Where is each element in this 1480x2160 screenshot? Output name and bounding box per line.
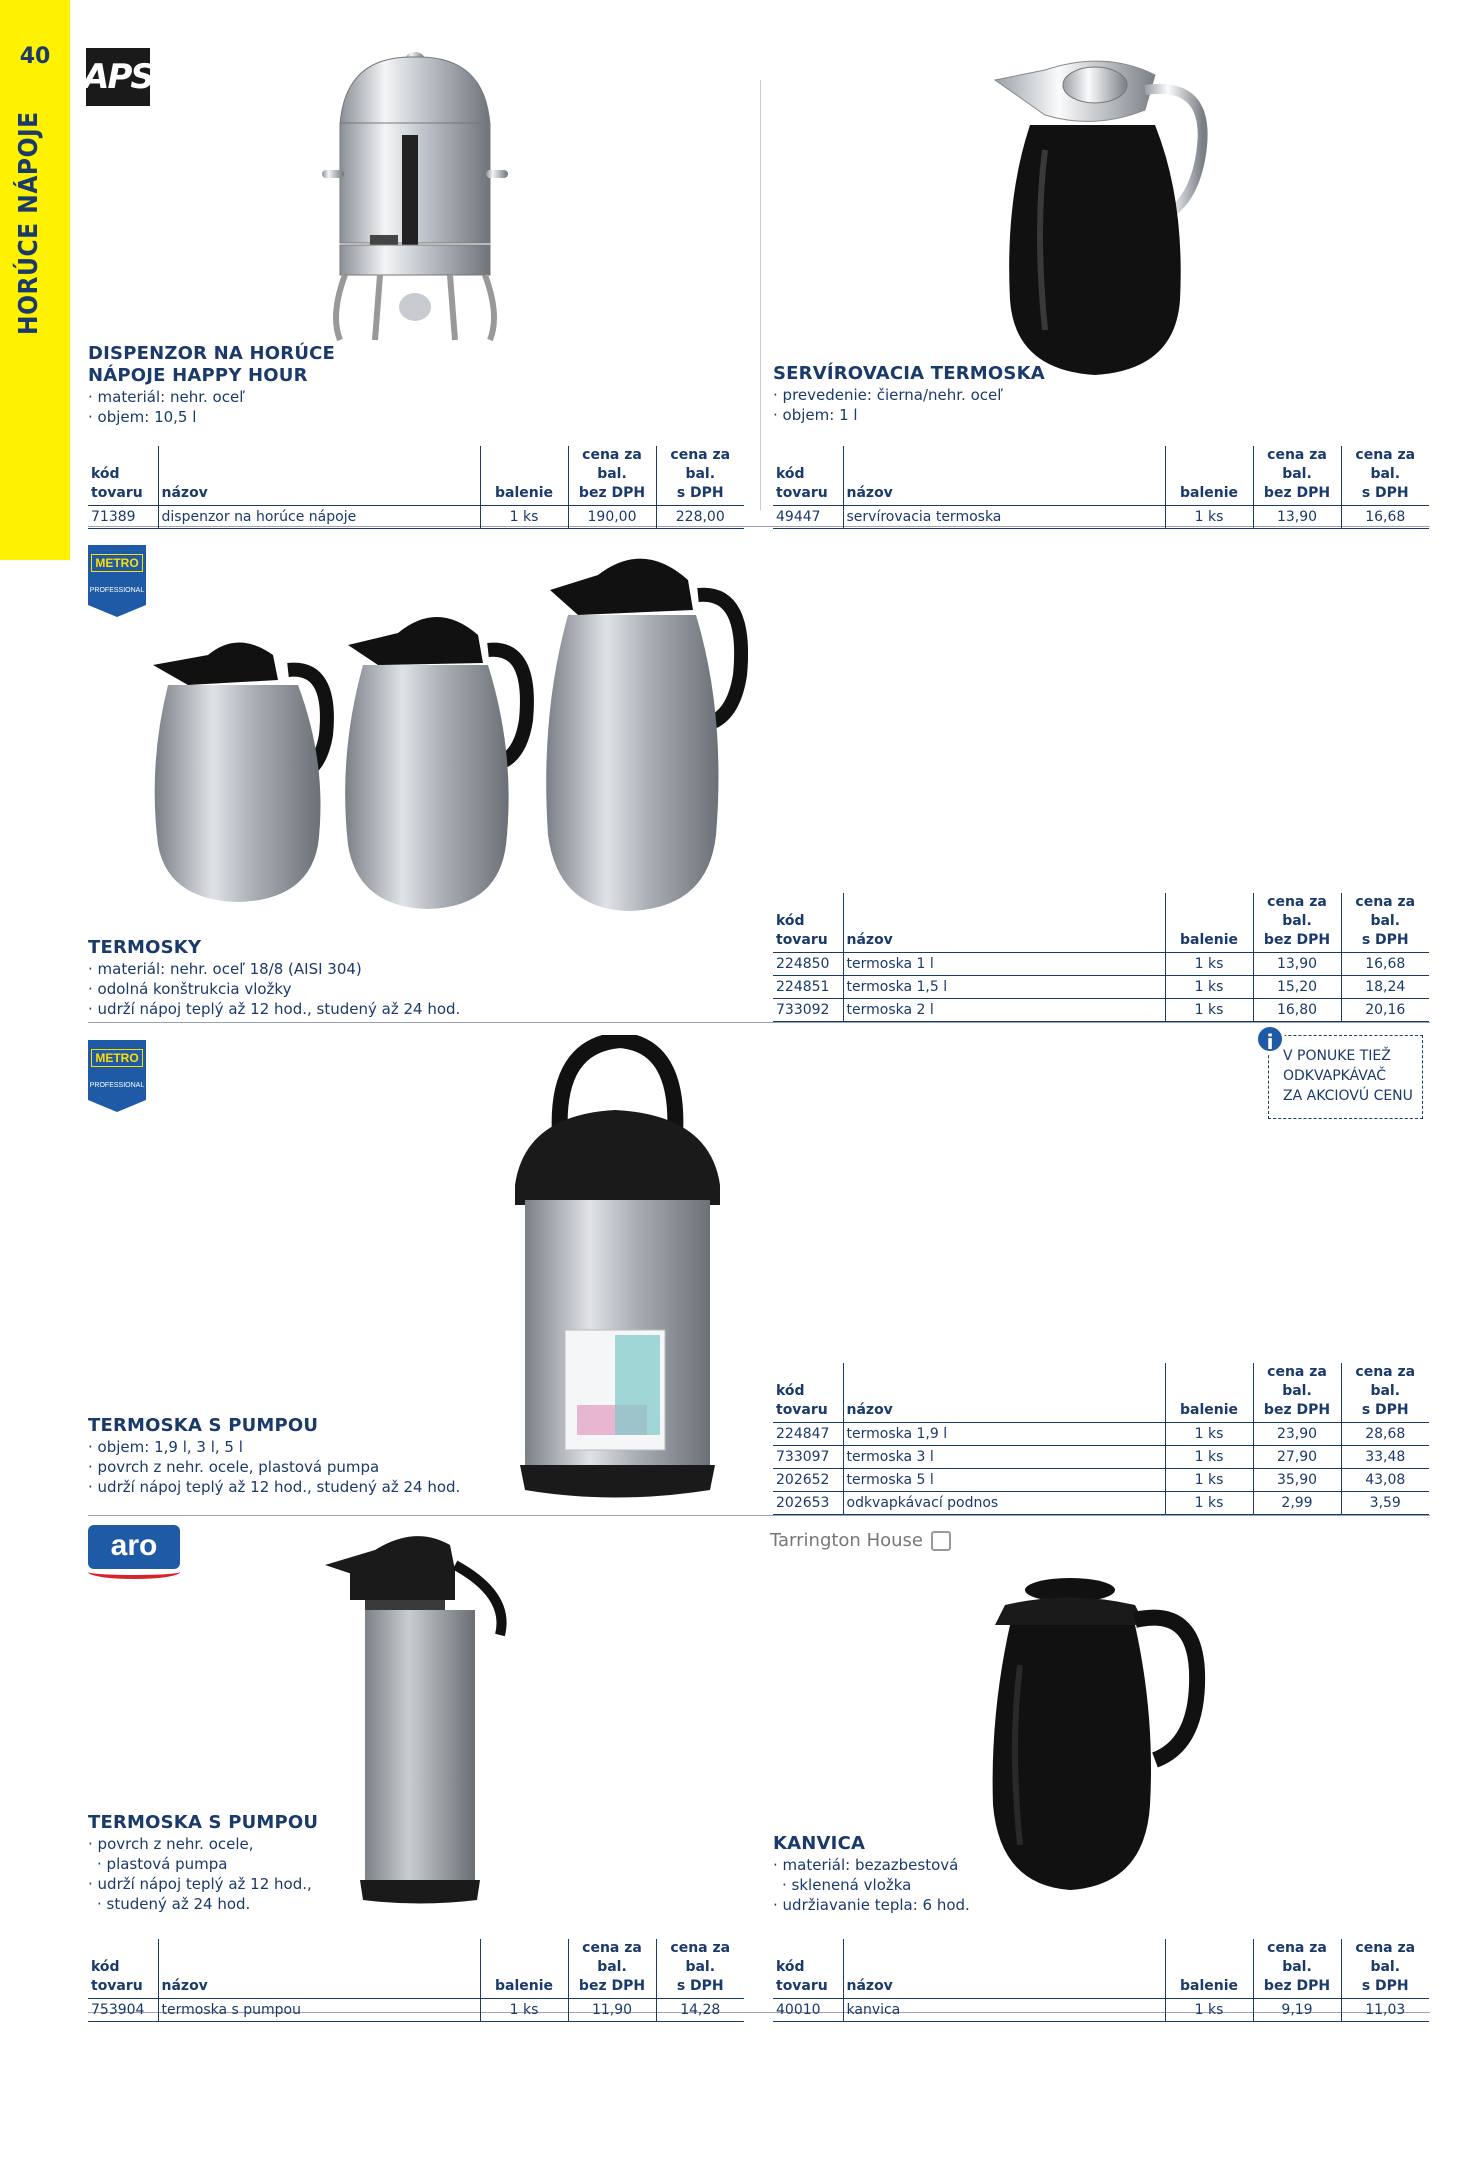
col-code <box>773 893 843 953</box>
table-row <box>773 999 1429 1022</box>
col-pack: balenie <box>1165 893 1253 953</box>
cell-name: dispenzor na horúce nápoje <box>158 506 480 529</box>
cell-pack: 1 ks <box>480 506 568 529</box>
metro-logo-tip <box>88 605 146 617</box>
cell-price-incl: 11,03 <box>1341 1999 1429 2022</box>
header-text: s DPH <box>1361 1402 1409 1418</box>
bullet: · materiál: nehr. oceľ <box>88 387 508 407</box>
product-title: TERMOSKA S PUMPOU <box>88 1812 319 1833</box>
cell-pack: 1 ks <box>1165 1446 1253 1469</box>
col-name: názov <box>843 1939 1165 1999</box>
cell-code: 71389 <box>88 506 158 529</box>
metro-logo-text: METRO <box>91 1049 142 1067</box>
price-table-thermos-set <box>773 893 1429 1022</box>
metro-logo <box>88 545 146 619</box>
table-header-row <box>773 1363 1429 1423</box>
bullet-continued: · plastová pumpa <box>88 1854 388 1874</box>
cell-pack: 1 ks <box>1165 953 1253 976</box>
table-header-row <box>88 1939 744 1999</box>
col-pack: balenie <box>1165 446 1253 506</box>
product-serving-carafe-info <box>773 363 1193 425</box>
header-text: cena za bal. <box>1267 1364 1327 1399</box>
cell-price-incl: 3,59 <box>1341 1492 1429 1515</box>
cell-price-incl: 16,68 <box>1341 953 1429 976</box>
bullet: · objem: 10,5 l <box>88 407 508 427</box>
header-text: cena za bal. <box>582 1940 642 1975</box>
header-text: s DPH <box>676 485 724 501</box>
cell-name: termoska s pumpou <box>158 1999 480 2022</box>
header-text: cena za bal. <box>1267 447 1327 482</box>
header-text: tovaru <box>776 1402 828 1418</box>
col-code <box>773 1363 843 1423</box>
header-text: bez DPH <box>1263 1402 1331 1418</box>
product-title: TERMOSKY <box>88 937 202 958</box>
col-price-incl <box>656 446 744 506</box>
header-text: bez DPH <box>1263 485 1331 501</box>
product-title: SERVÍROVACIA TERMOSKA <box>773 363 1045 384</box>
cell-price-incl: 16,68 <box>1341 506 1429 529</box>
house-icon <box>931 1531 951 1551</box>
cell-price-incl: 20,16 <box>1341 999 1429 1022</box>
header-text: cena za bal. <box>1355 447 1416 482</box>
bullet-continued: · studený až 24 hod. <box>88 1894 388 1914</box>
aro-logo-wave <box>88 1565 180 1579</box>
metro-logo <box>88 1040 146 1114</box>
bullet: · objem: 1 l <box>773 405 1193 425</box>
aro-logo-text: aro <box>88 1525 180 1569</box>
product-jug-info <box>773 1833 1073 1915</box>
col-price-incl <box>1341 1363 1429 1423</box>
table-row <box>773 1492 1429 1515</box>
table-row <box>773 1469 1429 1492</box>
header-text: kód <box>91 466 120 482</box>
cell-name: termoska 5 l <box>843 1469 1165 1492</box>
table-row <box>773 506 1429 529</box>
header-text: tovaru <box>776 932 828 948</box>
bullet: · povrch z nehr. ocele, plastová pumpa <box>88 1457 648 1477</box>
header-text: s DPH <box>1361 1978 1409 1994</box>
price-table-dispenser <box>88 446 744 529</box>
product-bullets <box>773 385 1193 425</box>
cell-price-excl: 13,90 <box>1253 953 1341 976</box>
cell-pack: 1 ks <box>1165 506 1253 529</box>
price-table-serving-carafe <box>773 446 1429 529</box>
cell-price-incl: 33,48 <box>1341 1446 1429 1469</box>
table-row <box>88 1999 744 2022</box>
header-text: bez DPH <box>1263 932 1331 948</box>
cell-name: servírovacia termoska <box>843 506 1165 529</box>
cell-price-excl: 27,90 <box>1253 1446 1341 1469</box>
col-price-excl <box>1253 893 1341 953</box>
cell-price-excl: 23,90 <box>1253 1423 1341 1446</box>
info-text <box>1269 1036 1422 1106</box>
col-pack: balenie <box>480 1939 568 1999</box>
metro-logo-tip <box>88 1100 146 1112</box>
cell-price-excl: 9,19 <box>1253 1999 1341 2022</box>
product-thermos-set-info <box>88 937 648 1019</box>
col-pack: balenie <box>1165 1939 1253 1999</box>
col-name: názov <box>158 1939 480 1999</box>
col-price-excl <box>568 446 656 506</box>
cell-price-excl: 35,90 <box>1253 1469 1341 1492</box>
col-name: názov <box>843 446 1165 506</box>
table-row <box>773 1999 1429 2022</box>
header-text: tovaru <box>91 1978 143 1994</box>
col-pack: balenie <box>480 446 568 506</box>
metro-logo-text: METRO <box>91 554 142 572</box>
product-title: DISPENZOR NA HORÚCE <box>88 343 336 364</box>
product-bullets <box>773 1855 1073 1915</box>
cell-code: 224851 <box>773 976 843 999</box>
thermos-set-image <box>148 545 748 915</box>
tarrington-house-logo <box>770 1530 951 1551</box>
info-box <box>1266 1030 1423 1119</box>
product-title-line-2: NÁPOJE HAPPY HOUR <box>88 365 308 386</box>
product-bullets <box>88 959 648 1019</box>
col-price-incl <box>656 1939 744 1999</box>
cell-name: termoska 3 l <box>843 1446 1165 1469</box>
bullet: · udrží nápoj teplý až 12 hod., <box>88 1874 388 1894</box>
bullet: · prevedenie: čierna/nehr. oceľ <box>773 385 1193 405</box>
header-text: s DPH <box>676 1978 724 1994</box>
product-pump-thermos-info <box>88 1415 648 1497</box>
serving-carafe-image <box>985 50 1215 380</box>
col-name: názov <box>158 446 480 506</box>
cell-pack: 1 ks <box>1165 1423 1253 1446</box>
cell-code: 202652 <box>773 1469 843 1492</box>
info-line: V PONUKE TIEŽ <box>1283 1048 1391 1064</box>
header-text: tovaru <box>776 485 828 501</box>
cell-code: 224847 <box>773 1423 843 1446</box>
cell-price-excl: 2,99 <box>1253 1492 1341 1515</box>
header-text: cena za bal. <box>1267 1940 1327 1975</box>
table-row <box>773 953 1429 976</box>
header-text: kód <box>776 466 805 482</box>
table-header-row <box>88 446 744 506</box>
bullet: · udrží nápoj teplý až 12 hod., studený až 24 hod. <box>88 999 648 1019</box>
col-price-excl <box>1253 1939 1341 1999</box>
header-text: tovaru <box>91 485 143 501</box>
page-number: 40 <box>19 44 51 69</box>
header-text: kód <box>776 1959 805 1975</box>
bullet: · povrch z nehr. ocele, <box>88 1834 388 1854</box>
header-text: cena za bal. <box>582 447 642 482</box>
cell-pack: 1 ks <box>1165 1469 1253 1492</box>
product-bullets <box>88 387 508 427</box>
price-table-pump-thermos <box>773 1363 1429 1515</box>
metro-logo-top <box>88 1040 146 1076</box>
cell-name: termoska 1,5 l <box>843 976 1165 999</box>
col-code <box>88 446 158 506</box>
cell-price-incl: 228,00 <box>656 506 744 529</box>
header-text: s DPH <box>1361 932 1409 948</box>
col-price-incl <box>1341 893 1429 953</box>
product-bullets <box>88 1437 648 1497</box>
column-divider-1 <box>760 80 761 510</box>
col-name: názov <box>843 893 1165 953</box>
divider-2 <box>88 1022 1430 1023</box>
metro-logo-sub: PROFESSIONAL <box>88 581 146 605</box>
product-bullets <box>88 1834 388 1914</box>
cell-price-excl: 16,80 <box>1253 999 1341 1022</box>
header-text: cena za bal. <box>670 447 731 482</box>
bullet: · udržiavanie tepla: 6 hod. <box>773 1895 1073 1915</box>
cell-code: 224850 <box>773 953 843 976</box>
cell-pack: 1 ks <box>1165 1492 1253 1515</box>
aro-logo <box>88 1525 180 1587</box>
col-code <box>773 1939 843 1999</box>
divider-3 <box>88 1515 1430 1516</box>
header-text: bez DPH <box>578 1978 646 1994</box>
cell-name: termoska 1,9 l <box>843 1423 1165 1446</box>
bullet: · odolná konštrukcia vložky <box>88 979 648 999</box>
col-price-incl <box>1341 446 1429 506</box>
table-row <box>88 506 744 529</box>
cell-price-excl: 11,90 <box>568 1999 656 2022</box>
cell-name: termoska 2 l <box>843 999 1165 1022</box>
header-text: bez DPH <box>1263 1978 1331 1994</box>
bullet: · materiál: nehr. oceľ 18/8 (AISI 304) <box>88 959 648 979</box>
cell-code: 40010 <box>773 1999 843 2022</box>
cell-price-incl: 43,08 <box>1341 1469 1429 1492</box>
table-header-row <box>773 446 1429 506</box>
tarrington-house-text: Tarrington House <box>770 1530 923 1551</box>
col-pack: balenie <box>1165 1363 1253 1423</box>
info-line: ODKVAPKÁVAČ <box>1283 1068 1387 1084</box>
table-header-row <box>773 893 1429 953</box>
info-icon: i <box>1255 1024 1285 1054</box>
product-aro-pump-thermos-info <box>88 1812 388 1914</box>
header-text: tovaru <box>776 1978 828 1994</box>
cell-price-incl: 14,28 <box>656 1999 744 2022</box>
info-line: ZA AKCIOVÚ CENU <box>1283 1088 1413 1104</box>
table-row <box>773 976 1429 999</box>
header-text: bez DPH <box>578 485 646 501</box>
bullet: · materiál: bezazbestová <box>773 1855 1073 1875</box>
col-name: názov <box>843 1363 1165 1423</box>
table-header-row <box>773 1939 1429 1999</box>
cell-pack: 1 ks <box>1165 1999 1253 2022</box>
product-dispenser-info <box>88 343 508 427</box>
col-price-excl <box>1253 446 1341 506</box>
header-text: cena za bal. <box>1355 1364 1416 1399</box>
metro-logo-sub: PROFESSIONAL <box>88 1076 146 1100</box>
table-row <box>773 1423 1429 1446</box>
cell-price-incl: 28,68 <box>1341 1423 1429 1446</box>
col-price-excl <box>568 1939 656 1999</box>
price-table-aro-pump-thermos <box>88 1939 744 2022</box>
section-title: HORÚCE NÁPOJE <box>14 111 44 335</box>
metro-logo-top <box>88 545 146 581</box>
cell-pack: 1 ks <box>1165 999 1253 1022</box>
cell-price-incl: 18,24 <box>1341 976 1429 999</box>
col-code <box>773 446 843 506</box>
cell-code: 753904 <box>88 1999 158 2022</box>
table-row <box>773 1446 1429 1469</box>
bullet: · udrží nápoj teplý až 12 hod., studený až 24 hod. <box>88 1477 648 1497</box>
col-code <box>88 1939 158 1999</box>
header-text: cena za bal. <box>670 1940 731 1975</box>
header-text: kód <box>776 913 805 929</box>
product-title: KANVICA <box>773 1833 866 1854</box>
header-text: cena za bal. <box>1355 894 1416 929</box>
cell-pack: 1 ks <box>480 1999 568 2022</box>
aps-logo: APS <box>86 48 150 106</box>
bullet-continued: · sklenená vložka <box>773 1875 1073 1895</box>
cell-name: odkvapkávací podnos <box>843 1492 1165 1515</box>
cell-code: 202653 <box>773 1492 843 1515</box>
cell-name: kanvica <box>843 1999 1165 2022</box>
col-price-incl <box>1341 1939 1429 1999</box>
bullet: · objem: 1,9 l, 3 l, 5 l <box>88 1437 648 1457</box>
product-title: TERMOSKA S PUMPOU <box>88 1415 319 1436</box>
header-text: cena za bal. <box>1355 1940 1416 1975</box>
cell-pack: 1 ks <box>1165 976 1253 999</box>
cell-code: 49447 <box>773 506 843 529</box>
col-price-excl <box>1253 1363 1341 1423</box>
dispenser-image <box>320 45 510 345</box>
header-text: s DPH <box>1361 485 1409 501</box>
price-table-jug <box>773 1939 1429 2022</box>
cell-price-excl: 15,20 <box>1253 976 1341 999</box>
cell-price-excl: 13,90 <box>1253 506 1341 529</box>
header-text: kód <box>91 1959 120 1975</box>
header-text: kód <box>776 1383 805 1399</box>
cell-code: 733097 <box>773 1446 843 1469</box>
cell-price-excl: 190,00 <box>568 506 656 529</box>
header-text: cena za bal. <box>1267 894 1327 929</box>
cell-code: 733092 <box>773 999 843 1022</box>
cell-name: termoska 1 l <box>843 953 1165 976</box>
